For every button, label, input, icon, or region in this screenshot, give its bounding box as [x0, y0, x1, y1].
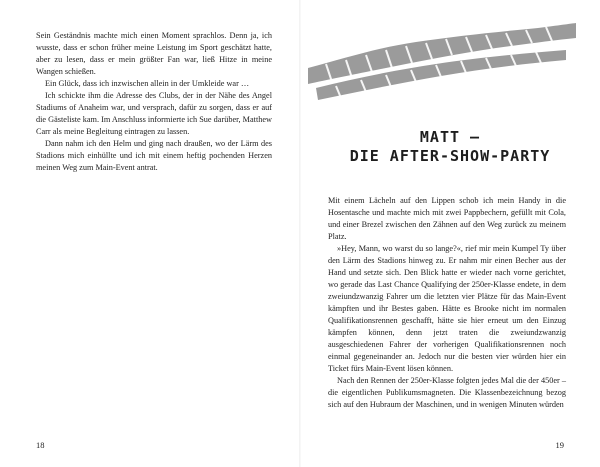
paragraph: »Hey, Mann, wo warst du so lange?«, rief mir mein Kumpel Ty über den Lärm des Stadions hinweg zu. Er nahm mir einen Becher aus der Hand und setzte sich. Den Blick hatte er wieder nach vorne gerichtet, wo gerade das Last Chance Qualifying der 250er-Klasse endete, in dem zweiundzwanzig Fahrer um die letzten vier Plätze für das Main-Event kämpften und ihr Bestes gaben. Hätte es Brooke nicht im normalen Qualifikationsrennen geschafft, hätte sie hier erneut um den Einzug kämpfen können, denn jetzt traten die zweiundzwanzig ausgeschiedenen Fahrer der vorherigen Qualifikationsrennen noch einmal gegeneinander an. Jedoch nur die besten vier würden hier ein Ticket fürs Main-Event lösen können. — [328, 244, 566, 373]
left-page-body — [36, 30, 272, 174]
right-page-body — [328, 195, 566, 411]
right-page — [300, 0, 600, 467]
chapter-title-line-1: MATT – — [419, 128, 481, 146]
paragraph: Sein Geständnis machte mich einen Moment sprachlos. Denn ja, ich wusste, dass er schon früher meine Leistung im Sport geschätzt hatte, aber zu lesen, dass er mein größter Fan war, ließ Hitze in meine Wangen schießen. — [36, 31, 272, 76]
page-number-left: 18 — [36, 440, 45, 450]
page-number-right: 19 — [555, 440, 564, 450]
paragraph: Ein Glück, dass ich inzwischen allein in der Umkleide war … — [45, 79, 250, 88]
paragraph: Dann nahm ich den Helm und ging nach draußen, wo der Lärm des Stadions mich einhüllte und ich mit einem heftig pochenden Herzen meinen Weg zum Main-Event antrat. — [36, 139, 272, 172]
chapter-title — [320, 128, 580, 166]
paragraph: Mit einem Lächeln auf den Lippen schob ich mein Handy in die Hosentasche und machte mich mit zwei Pappbechern, gefüllt mit Cola, und einer Brezel zwischen den Zähnen auf den Weg zurück zu meinem Platz. — [328, 196, 566, 241]
chapter-title-line-2: DIE AFTER-SHOW-PARTY — [349, 147, 551, 165]
paragraph: Nach den Rennen der 250er-Klasse folgten jedes Mal die der 450er – die eigentlichen Publikumsmagneten. Die Klassenbezeichnung bezog sich auf den Hubraum der Maschinen, und in wenigen Minuten würden — [328, 376, 566, 409]
tire-tracks-illustration — [306, 8, 578, 108]
paragraph: Ich schickte ihm die Adresse des Clubs, der in der Nähe des Angel Stadiums of Anaheim war, und versprach, dafür zu sorgen, dass er auf die Gästeliste kam. Im Anschluss informierte ich Sue darüber, Matthew Carr als meine Begleitung eintragen zu lassen. — [36, 91, 272, 136]
